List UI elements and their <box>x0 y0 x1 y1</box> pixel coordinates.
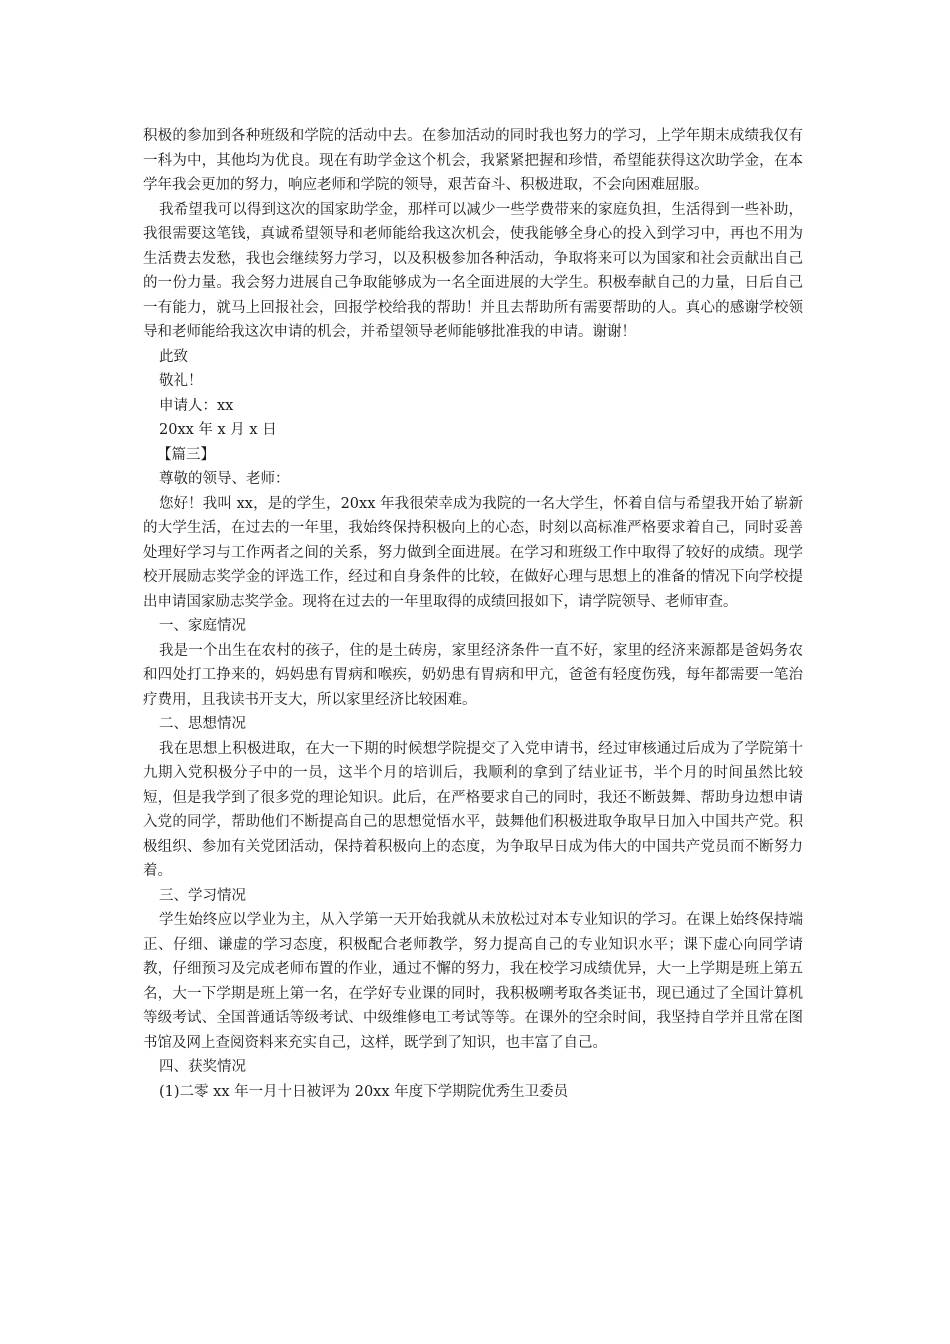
document-page <box>143 124 803 1104</box>
salutation: 尊敬的领导、老师： <box>159 471 290 487</box>
paragraph-family: 我是一个出生在农村的孩子，住的是土砖房，家里经济条件一直不好，家里的经济来源都是爸妈务农和四处打工挣来的，妈妈患有胃病和喉疾，奶奶患有胃病和甲亢，爸爸有轻度伤残，每年都需要一笔治疗费用，且我读书开支大，所以家里经济比较困难。 <box>143 642 803 708</box>
heading-awards: 四、获奖情况 <box>159 1059 246 1075</box>
heading-study: 三、学习情况 <box>159 887 246 904</box>
closing-ci-zhi: 此致 <box>159 348 188 365</box>
application-date: 20xx 年 x 月 x 日 <box>159 422 277 438</box>
paragraph-thought: 我在思想上积极进取，在大一下期的时候想学院提交了入党申请书，经过审核通过后成为了学院第十九期入党积极分子中的一员，这半个月的培训后，我顺利的拿到了结业证书，半个月的时间虽然比较短，但是我学到了很多党的理论知识。此后，在严格要求自己的同时，我还不断鼓舞、帮助身边想申请入党的同学，帮助他们不断提高自己的思想觉悟水平，鼓舞他们积极进取争取早日加入中国共产党。积极组织、参加有关党团活动，保持着积极向上的态度，为争取早日成为伟大的中国共产党员而不断努力着。 <box>143 740 803 879</box>
paragraph-hope: 我希望我可以得到这次的国家助学金，那样可以减少一些学费带来的家庭负担，生活得到一些补助，我很需要这笔钱，真诚希望领导和老师能给我这次机会，使我能够全身心的投入到学习中，再也不用为生活费去发愁，我也会继续努力学习，以及积极参加各种活动，争取将来可以为国家和社会贡献出自己的一份力量。我会努力进展自己争取能够成为一名全面进展的大学生。积极奉献自己的力量，日后自己一有能力，就马上回报社会，回报学校给我的帮助！并且去帮助所有需要帮助的人。真心的感谢学校领导和老师能给我这次申请的机会，并希望领导老师能够批准我的申请。谢谢！ <box>143 201 803 340</box>
award-item-1: (1)二零 xx 年一月十日被评为 20xx 年度下学期院优秀生卫委员 <box>159 1083 569 1100</box>
closing-jing-li: 敬礼！ <box>159 373 203 389</box>
applicant-name: 申请人：xx <box>159 397 234 414</box>
heading-thought: 二、思想情况 <box>159 716 246 732</box>
heading-family: 一、家庭情况 <box>159 618 246 634</box>
paragraph-activities: 积极的参加到各种班级和学院的活动中去。在参加活动的同时我也努力的学习，上学年期末成绩我仅有一科为中，其他均为优良。现在有助学金这个机会，我紧紧把握和珍惜，希望能获得这次助学金，在本学年我会更加的努力，响应老师和学院的领导，艰苦奋斗、积极进取，不会向困难屈服。 <box>143 128 803 193</box>
paragraph-study: 学生始终应以学业为主，从入学第一天开始我就从未放松过对本专业知识的学习。在课上始终保持端正、仔细、谦虚的学习态度，积极配合老师教学，努力提高自己的专业知识水平；课下虚心向同学请教，仔细预习及完成老师布置的作业，通过不懈的努力，我在校学习成绩优异，大一上学期是班上第五名，大一下学期是班上第一名，在学好专业课的同时，我积极嗍考取各类证书，现已通过了全国计算机等级考试、全国普通话等级考试、中级维修电工考试等等。在课外的空余时间，我坚持自学并且常在图书馆及网上查阅资料来充实自己，这样，既学到了知识，也丰富了自己。 <box>143 912 803 1051</box>
paragraph-intro: 您好！我叫 xx，是的学生，20xx 年我很荣幸成为我院的一名大学生，怀着自信与希望我开始了崭新的大学生活，在过去的一年里，我始终保持积极向上的心态，时刻以高标准严格要求着自己，同时妥善处理好学习与工作两者之间的关系，努力做到全面进展。在学习和班级工作中取得了较好的成绩。现学校开展励志奖学金的评选工作，经过和自身条件的比较，在做好心理与思想上的准备的情况下向学校提出申请国家励志奖学金。现将在过去的一年里取得的成绩回报如下，请学院领导、老师审查。 <box>143 495 803 610</box>
section-title: 【篇三】 <box>157 446 215 463</box>
